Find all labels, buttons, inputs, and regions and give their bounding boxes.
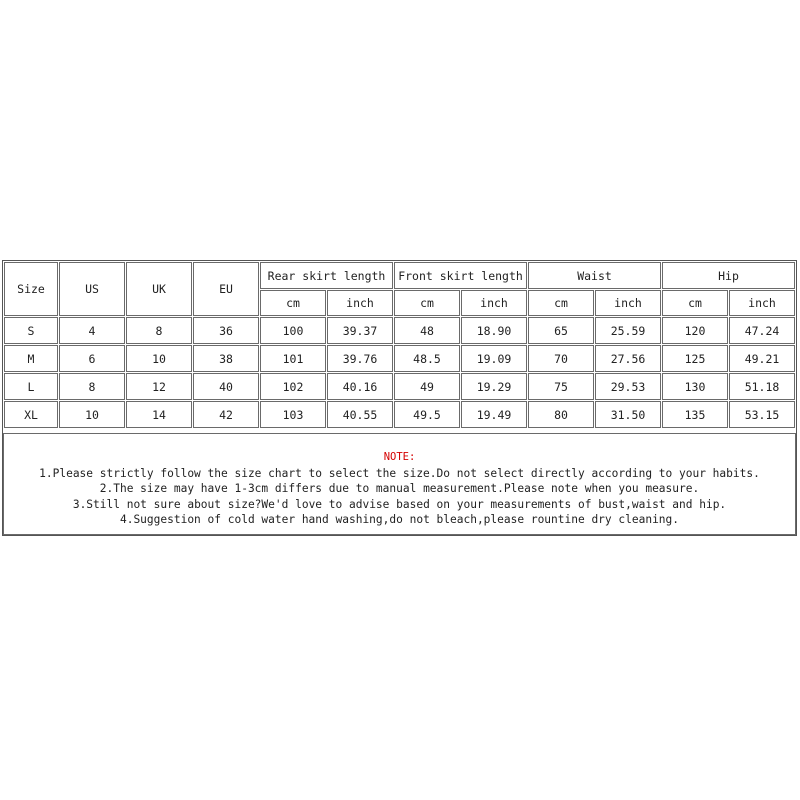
cell-waist-inch: 25.59 [595, 317, 661, 344]
unit-cell: inch [461, 290, 527, 316]
cell-rear-cm: 102 [260, 373, 326, 400]
unit-cell: cm [528, 290, 594, 316]
unit-cell: inch [595, 290, 661, 316]
header-uk: UK [126, 262, 192, 316]
cell-uk: 10 [126, 345, 192, 372]
table-row [4, 401, 795, 428]
cell-front-cm: 48 [394, 317, 460, 344]
cell-us: 10 [59, 401, 125, 428]
cell-hip-cm: 120 [662, 317, 728, 344]
cell-rear-cm: 101 [260, 345, 326, 372]
cell-front-inch: 19.29 [461, 373, 527, 400]
cell-eu: 38 [193, 345, 259, 372]
cell-rear-inch: 40.16 [327, 373, 393, 400]
cell-size: L [4, 373, 58, 400]
cell-rear-inch: 39.37 [327, 317, 393, 344]
note-line: 1.Please strictly follow the size chart to select the size.Do not select directly according to your habits. [39, 466, 760, 480]
cell-eu: 36 [193, 317, 259, 344]
size-chart-table [3, 261, 796, 429]
notes-panel [3, 433, 796, 535]
cell-hip-inch: 49.21 [729, 345, 795, 372]
cell-waist-cm: 65 [528, 317, 594, 344]
header-eu: EU [193, 262, 259, 316]
cell-us: 4 [59, 317, 125, 344]
cell-size: S [4, 317, 58, 344]
cell-us: 6 [59, 345, 125, 372]
cell-hip-cm: 135 [662, 401, 728, 428]
cell-front-cm: 48.5 [394, 345, 460, 372]
cell-rear-cm: 100 [260, 317, 326, 344]
note-line: 3.Still not sure about size?We'd love to advise based on your measurements of bust,waist and hip. [72, 497, 727, 511]
header-waist: Waist [528, 262, 661, 289]
cell-hip-inch: 51.18 [729, 373, 795, 400]
header-row-groups [4, 262, 795, 289]
cell-size: XL [4, 401, 58, 428]
header-front-skirt-length: Front skirt length [394, 262, 527, 289]
table-row [4, 317, 795, 344]
cell-hip-cm: 125 [662, 345, 728, 372]
unit-cell: inch [729, 290, 795, 316]
table-row [4, 373, 795, 400]
table-row [4, 345, 795, 372]
unit-cell: inch [327, 290, 393, 316]
cell-eu: 42 [193, 401, 259, 428]
cell-waist-inch: 31.50 [595, 401, 661, 428]
header-rear-skirt-length: Rear skirt length [260, 262, 393, 289]
cell-front-cm: 49 [394, 373, 460, 400]
note-line: 2.The size may have 1-3cm differs due to manual measurement.Please note when you measure. [99, 482, 700, 495]
cell-rear-inch: 39.76 [327, 345, 393, 372]
unit-cell: cm [662, 290, 728, 316]
cell-us: 8 [59, 373, 125, 400]
cell-rear-inch: 40.55 [327, 401, 393, 428]
header-size: Size [4, 262, 58, 316]
note-title: NOTE: [383, 451, 416, 463]
cell-front-cm: 49.5 [394, 401, 460, 428]
cell-front-inch: 19.09 [461, 345, 527, 372]
unit-cell: cm [260, 290, 326, 316]
header-us: US [59, 262, 125, 316]
cell-hip-cm: 130 [662, 373, 728, 400]
cell-waist-inch: 27.56 [595, 345, 661, 372]
unit-cell: cm [394, 290, 460, 316]
cell-eu: 40 [193, 373, 259, 400]
cell-front-inch: 19.49 [461, 401, 527, 428]
cell-waist-inch: 29.53 [595, 373, 661, 400]
cell-waist-cm: 80 [528, 401, 594, 428]
cell-size: M [4, 345, 58, 372]
header-hip: Hip [662, 262, 795, 289]
cell-hip-inch: 47.24 [729, 317, 795, 344]
cell-waist-cm: 75 [528, 373, 594, 400]
cell-waist-cm: 70 [528, 345, 594, 372]
cell-front-inch: 18.90 [461, 317, 527, 344]
cell-uk: 8 [126, 317, 192, 344]
cell-hip-inch: 53.15 [729, 401, 795, 428]
cell-uk: 12 [126, 373, 192, 400]
cell-rear-cm: 103 [260, 401, 326, 428]
note-line: 4.Suggestion of cold water hand washing,do not bleach,please rountine dry cleaning. [119, 513, 680, 526]
cell-uk: 14 [126, 401, 192, 428]
